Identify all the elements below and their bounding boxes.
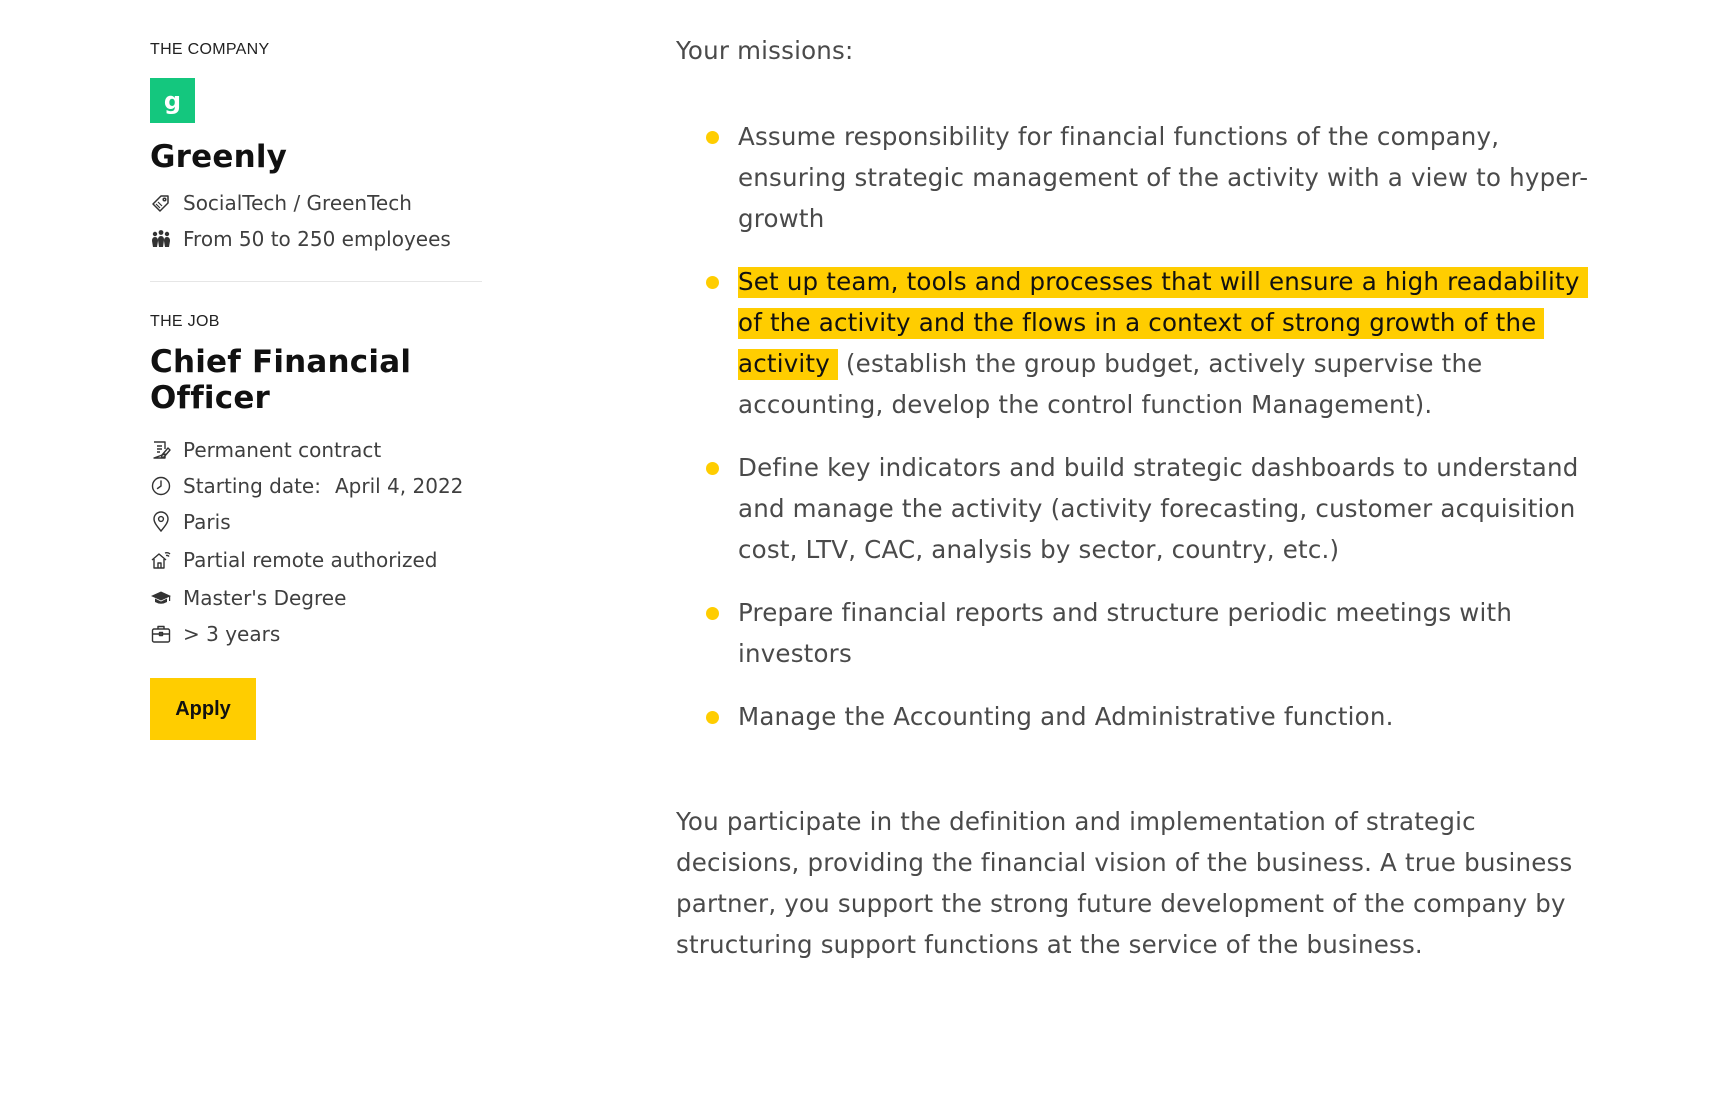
company-size-text: From 50 to 250 employees bbox=[183, 227, 451, 251]
job-start-date-value: April 4, 2022 bbox=[334, 474, 464, 498]
job-contract-text: Permanent contract bbox=[183, 438, 382, 462]
job-start-date-label: Starting date: bbox=[183, 474, 321, 498]
company-sector bbox=[150, 185, 482, 221]
mission-text: Assume responsibility for financial functions of the company, ensuring strategic management of the activity with a view to hyper-growth bbox=[738, 122, 1589, 233]
job-location bbox=[150, 504, 482, 540]
job-experience bbox=[150, 616, 482, 652]
mission-item bbox=[738, 696, 1596, 737]
graduation-cap-icon bbox=[150, 587, 172, 609]
company-section-label: THE COMPANY bbox=[150, 41, 270, 58]
company-details bbox=[150, 185, 482, 257]
missions-heading: Your missions: bbox=[676, 36, 854, 65]
mission-text: (establish the group budget, actively supervise the accounting, develop the control function Management). bbox=[738, 349, 1483, 419]
bullet-dot-icon bbox=[706, 131, 719, 144]
job-contract bbox=[150, 432, 482, 468]
clock-icon bbox=[150, 475, 172, 497]
remote-home-icon bbox=[150, 549, 172, 571]
mission-item bbox=[738, 261, 1596, 425]
job-experience-text: > 3 years bbox=[183, 622, 281, 646]
job-description bbox=[676, 30, 1596, 965]
closing-paragraph: You participate in the definition and implementation of strategic decisions, providing the financial vision of the business. A true business partner, you support the strong future development of the company by structuring support functions at the service of the business. bbox=[676, 807, 1573, 959]
bullet-dot-icon bbox=[706, 607, 719, 620]
people-icon bbox=[150, 228, 172, 250]
mission-item bbox=[738, 447, 1596, 570]
job-details bbox=[150, 432, 482, 652]
job-remote-text: Partial remote authorized bbox=[183, 548, 438, 572]
job-remote bbox=[150, 540, 482, 580]
job-education-text: Master's Degree bbox=[183, 586, 347, 610]
job-section-label: THE JOB bbox=[150, 313, 220, 330]
missions-list bbox=[676, 116, 1596, 737]
sidebar bbox=[150, 40, 482, 740]
mission-text: Define key indicators and build strategic dashboards to understand and manage the activity (activity forecasting, customer acquisition cost, LTV, CAC, analysis by sector, country, etc.) bbox=[738, 453, 1579, 564]
job-start-date bbox=[150, 468, 482, 504]
mission-item bbox=[738, 116, 1596, 239]
briefcase-icon bbox=[150, 623, 172, 645]
mission-item bbox=[738, 592, 1596, 674]
bullet-dot-icon bbox=[706, 711, 719, 724]
company-sector-text: SocialTech / GreenTech bbox=[183, 191, 412, 215]
apply-button[interactable]: Apply bbox=[150, 678, 256, 740]
job-title: Chief Financial Officer bbox=[150, 344, 412, 416]
mission-text: Manage the Accounting and Administrative function. bbox=[738, 702, 1394, 731]
job-location-text: Paris bbox=[183, 510, 231, 534]
sidebar-divider bbox=[150, 281, 482, 282]
job-education bbox=[150, 580, 482, 616]
mission-text: Prepare financial reports and structure periodic meetings with investors bbox=[738, 598, 1513, 668]
location-pin-icon bbox=[150, 511, 172, 533]
bullet-dot-icon bbox=[706, 276, 719, 289]
company-size bbox=[150, 221, 482, 257]
contract-icon bbox=[150, 439, 172, 461]
tag-icon bbox=[150, 192, 172, 214]
mission-highlight: Set up team, tools and processes that will ensure a high readability of the activity and the flows in a context of strong growth of the activity bbox=[738, 267, 1588, 380]
company-name[interactable]: Greenly bbox=[150, 139, 288, 175]
company-logo-letter: g bbox=[163, 86, 182, 115]
bullet-dot-icon bbox=[706, 462, 719, 475]
company-logo[interactable] bbox=[150, 78, 195, 123]
